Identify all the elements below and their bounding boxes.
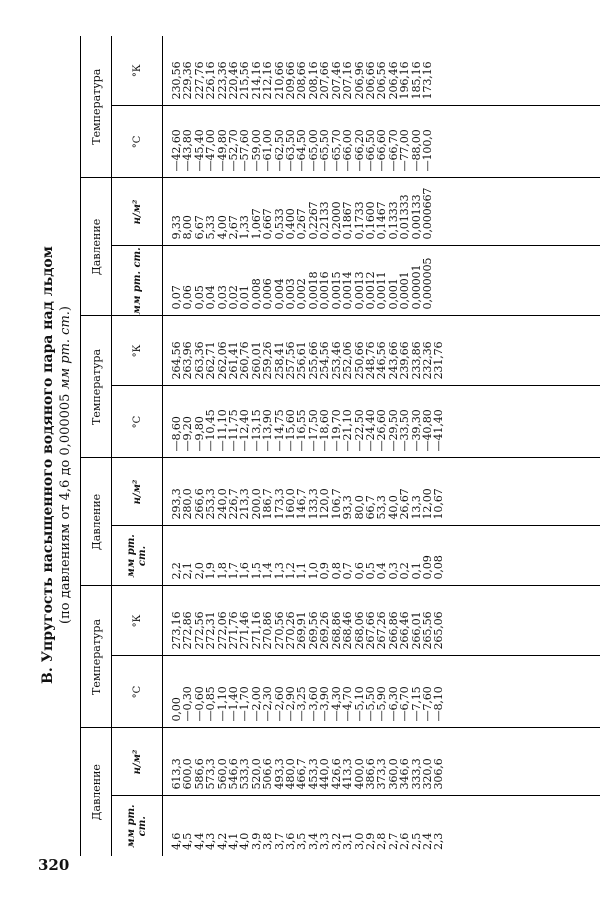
unit-mmhg-2: мм рт. ст. xyxy=(112,526,163,586)
data-row xyxy=(163,36,600,856)
column-nm2-2: 293,3 280,0 266,6 253,3 240,0 226,7 213,3 200,0 186,7 173,3 160,0 146,7 133,3 120,0 106,7 93,3 80,0 66,7 53,3 40,0 26,67 13,3 12,00 10,67 xyxy=(163,458,600,526)
column-nm2-1: 613,3 600,0 586,6 573,3 560,0 546,6 533,3 520,0 506,6 493,3 480,0 466,7 453,3 440,0 426,6 413,3 400,0 386,6 373,3 360,0 346,6 333,3 320,0 306,6 xyxy=(163,728,600,796)
column-kelvin-1: 273,16 272,86 272,56 272,31 272,06 271,76 271,46 271,16 270,86 270,56 270,26 269,91 269,56 269,26 268,86 268,46 268,06 267,66 267,26 266,86 266,46 266,01 265,56 265,06 xyxy=(163,586,600,656)
column-mmhg-3: 0,07 0,06 0,05 0,04 0,03 0,02 0,01 0,008 0,006 0,004 0,003 0,002 0,0018 0,0016 0,0015 0,0014 0,0013 0,0012 0,0011 0,001 0,0001 0,00001 0,000005 xyxy=(163,246,600,316)
column-mmhg-2: 2,2 2,1 2,0 1,9 1,8 1,7 1,6 1,5 1,4 1,3 1,2 1,1 1,0 0,9 0,8 0,7 0,6 0,5 0,4 0,3 0,2 0,1 0,09 0,08 xyxy=(163,526,600,586)
unit-mmhg-3: мм рт. ст. xyxy=(112,246,163,316)
subtitle-close: ) xyxy=(58,306,73,312)
column-celsius-1: 0,00 —0,30 —0,60 —0,85 —1,10 —1,40 —1,70 —2,00 —2,30 —2,60 —2,90 —3,25 —3,60 —3,90 —4,30 —4,70 —5,10 —5,50 —5,90 —6,30 —6,70 —7,15 —7,60 —8,10 xyxy=(163,656,600,728)
unit-nm2-3: н/м² xyxy=(112,178,163,246)
header-pressure-2: Давление xyxy=(81,458,112,586)
column-celsius-2: —8,60 —9,20 —9,80 —10,45 —11,10 —11,75 —12,40 —13,15 —13,90 —14,75 —15,60 —16,55 —17,50 —18,60 —19,70 —21,10 —22,50 —24,40 —26,60 —29,50 —33,50 —39,30 —40,80 —41,40 xyxy=(163,386,600,458)
unit-nm2-2: н/м² xyxy=(112,458,163,526)
unit-header-row xyxy=(112,36,163,856)
header-temperature-1: Температура xyxy=(81,586,112,728)
subtitle-text: (по давлениям от 4,6 до 0,000005 xyxy=(58,389,73,624)
unit-kelvin-1: °К xyxy=(112,586,163,656)
vapor-pressure-table xyxy=(80,36,600,856)
table-subtitle xyxy=(58,65,73,865)
page-number: 320 xyxy=(38,856,70,874)
group-header-row xyxy=(81,36,112,856)
header-pressure-1: Давление xyxy=(81,728,112,856)
header-temperature-3: Температура xyxy=(81,36,112,178)
subtitle-unit: мм рт. ст. xyxy=(58,311,73,390)
header-temperature-2: Температура xyxy=(81,316,112,458)
unit-celsius-1: °С xyxy=(112,656,163,728)
column-kelvin-2: 264,56 263,96 263,36 262,71 262,06 261,41 260,76 260,01 259,26 258,41 257,56 256,61 255,66 254,56 253,46 252,06 250,66 248,76 246,56 243,66 239,66 233,86 232,36 231,76 xyxy=(163,316,600,386)
table-title: В. Упругость насыщенного водяного пара над льдом xyxy=(40,246,56,684)
unit-kelvin-3: °К xyxy=(112,36,163,106)
header-pressure-3: Давление xyxy=(81,178,112,316)
unit-celsius-3: °С xyxy=(112,106,163,178)
column-mmhg-1: 4,6 4,5 4,4 4,3 4,2 4,1 4,0 3,9 3,8 3,7 3,6 3,5 3,4 3,3 3,2 3,1 3,0 2,9 2,8 2,7 2,6 2,5 2,4 2,3 xyxy=(163,796,600,856)
unit-mmhg-1: мм рт. ст. xyxy=(112,796,163,856)
column-kelvin-3: 230,56 229,36 227,76 226,16 223,36 220,46 215,56 214,16 212,16 210,66 209,66 208,66 208,16 207,66 207,46 207,16 206,96 206,66 206,56 206,46 196,16 185,16 173,16 xyxy=(163,36,600,106)
unit-kelvin-2: °К xyxy=(112,316,163,386)
unit-nm2-1: н/м² xyxy=(112,728,163,796)
unit-celsius-2: °С xyxy=(112,386,163,458)
column-celsius-3: —42,60 —43,80 —45,40 —47,00 —49,80 —52,70 —57,60 —59,00 —61,00 —62,50 —63,50 —64,50 —65,00 —65,50 —65,70 —66,00 —66,20 —66,50 —66,60 —66,70 —77,00 —88,00 —100,0 xyxy=(163,106,600,178)
column-nm2-3: 9,33 8,00 6,67 5,33 4,00 2,67 1,33 1,067 0,667 0,533 0,400 0,267 0,2267 0,2133 0,2000 0,1867 0,1733 0,1600 0,1467 0,1333 0,01333 0,00133 0,000667 xyxy=(163,178,600,246)
